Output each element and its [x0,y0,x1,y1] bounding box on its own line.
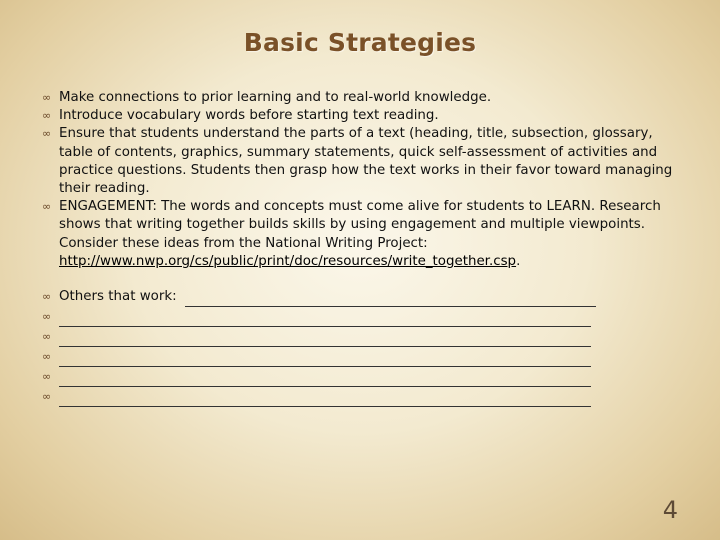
blank-underline [59,332,591,347]
engagement-text: ENGAGEMENT: The words and concepts must come alive for students to LEARN. Research shows that writing together builds skills by using engagement and multiple viewpoints. Consider these ideas from the National Writing Project: [59,199,661,251]
bullet-item [40,107,685,125]
bullet-text: Ensure that students understand the parts of a text (heading, title, subsection, glossary, table of contents, graphics, summary statements, quick self-assessment of activities and practice questions. Students then grasp how the text works in their favor toward managing their reading. [59,126,673,197]
bullet-glyph-icon: ∞ [42,200,52,214]
bullet-glyph-icon: ∞ [42,290,52,304]
blank-underline [59,372,591,387]
blank-underline [185,292,596,307]
blank-underline [59,392,591,407]
blank-line [40,327,685,347]
bullet-glyph-icon: ∞ [42,390,52,404]
bullet-glyph-icon: ∞ [42,109,52,123]
bullet-glyph-icon: ∞ [42,127,52,141]
blank-underline [59,312,591,327]
bullet-glyph-icon: ∞ [42,350,52,364]
slide-title: Basic Strategies [243,28,477,57]
others-label: Others that work: [59,289,177,305]
blank-line [40,307,685,327]
others-line [40,287,685,307]
blank-underline [59,352,591,367]
bullet-glyph-icon: ∞ [42,91,52,104]
bullet-list [40,89,685,407]
blank-line [40,347,685,367]
bullet-glyph-icon: ∞ [42,330,52,344]
blank-line [40,387,685,407]
bullet-glyph-icon: ∞ [42,370,52,384]
nwp-link[interactable]: http://www.nwp.org/cs/public/print/doc/resources/write_together.csp [59,253,517,269]
bullet-item [40,89,685,107]
bullet-glyph-icon: ∞ [42,310,52,324]
bullet-text: Make connections to prior learning and to real-world knowledge. [59,90,492,105]
bullet-item-engagement [40,198,685,271]
bullet-item [40,125,685,198]
page-number: 4 [662,496,678,524]
bullet-text: Introduce vocabulary words before starting text reading. [59,108,439,124]
link-suffix: . [516,253,521,269]
blank-line [40,367,685,387]
